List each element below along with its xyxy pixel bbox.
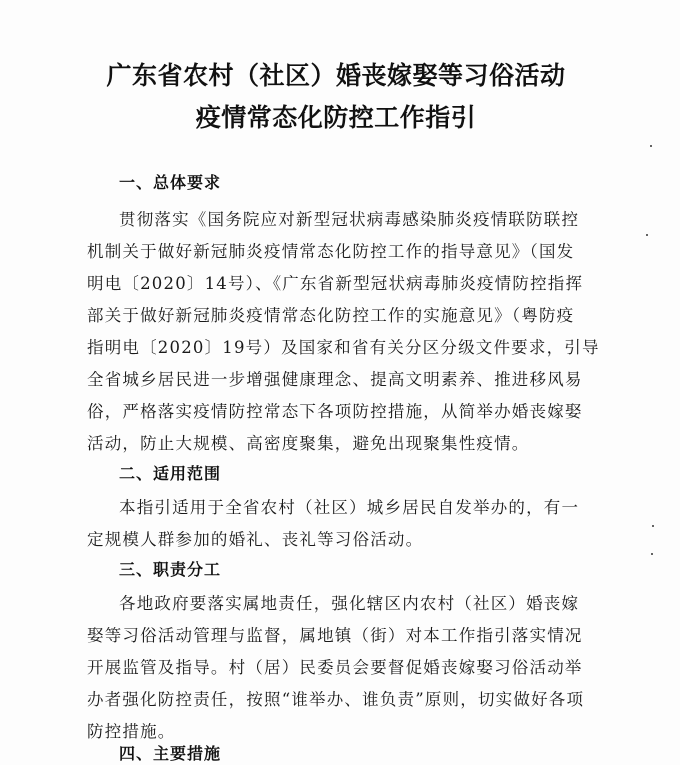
document-title-line-2: 疫情常态化防控工作指引	[195, 103, 477, 132]
section-heading-main-measures: 四、主要措施	[119, 744, 222, 763]
paragraph-line: 定规模人群参加的婚礼、丧礼等习俗活动。	[87, 530, 424, 549]
document-title-line-1: 广东省农村（社区）婚丧嫁娶等习俗活动	[106, 61, 566, 90]
paragraph-line: 全省城乡居民进一步增强健康理念、提高文明素养、推进移风易	[87, 370, 583, 389]
paragraph-line: 开展监管及指导。村（居）民委员会要督促婚丧嫁娶习俗活动举	[87, 658, 583, 677]
paragraph-line: 各地政府要落实属地责任，强化辖区内农村（社区）婚丧嫁	[119, 594, 580, 613]
paragraph-line: 明电〔2020〕14号）、《广东省新型冠状病毒肺炎疫情防控指挥	[87, 274, 584, 293]
paragraph-line: 办者强化防控责任，按照“谁举办、谁负责”原则，切实做好各项	[87, 690, 585, 709]
scan-speck	[646, 234, 648, 236]
section-heading-scope: 二、适用范围	[119, 464, 222, 483]
section-heading-responsibilities: 三、职责分工	[119, 560, 222, 579]
scan-speck	[652, 525, 654, 527]
paragraph-line: 活动，防止大规模、高密度聚集，避免出现聚集性疫情。	[87, 434, 530, 453]
paragraph-line: 本指引适用于全省农村（社区）城乡居民自发举办的，有一	[119, 498, 580, 517]
scan-speck	[650, 145, 652, 147]
paragraph-line: 贯彻落实《国务院应对新型冠状病毒感染肺炎疫情联防联控	[119, 210, 580, 229]
paragraph-line: 部关于做好新冠肺炎疫情常态化防控工作的实施意见》（粤防疫	[87, 306, 575, 325]
paragraph-line: 机制关于做好新冠肺炎疫情常态化防控工作的指导意见》（国发	[87, 242, 575, 261]
section-heading-general-requirements: 一、总体要求	[119, 173, 222, 192]
scan-speck	[651, 553, 653, 555]
paragraph-line: 防控措施。	[87, 722, 176, 741]
paragraph-line: 俗，严格落实疫情防控常态下各项防控措施，从简举办婚丧嫁娶	[87, 402, 583, 421]
paragraph-line: 娶等习俗活动管理与监督，属地镇（街）对本工作指引落实情况	[87, 626, 583, 645]
paragraph-line: 指明电〔2020〕19号）及国家和省有关分区分级文件要求，引导	[87, 338, 600, 357]
